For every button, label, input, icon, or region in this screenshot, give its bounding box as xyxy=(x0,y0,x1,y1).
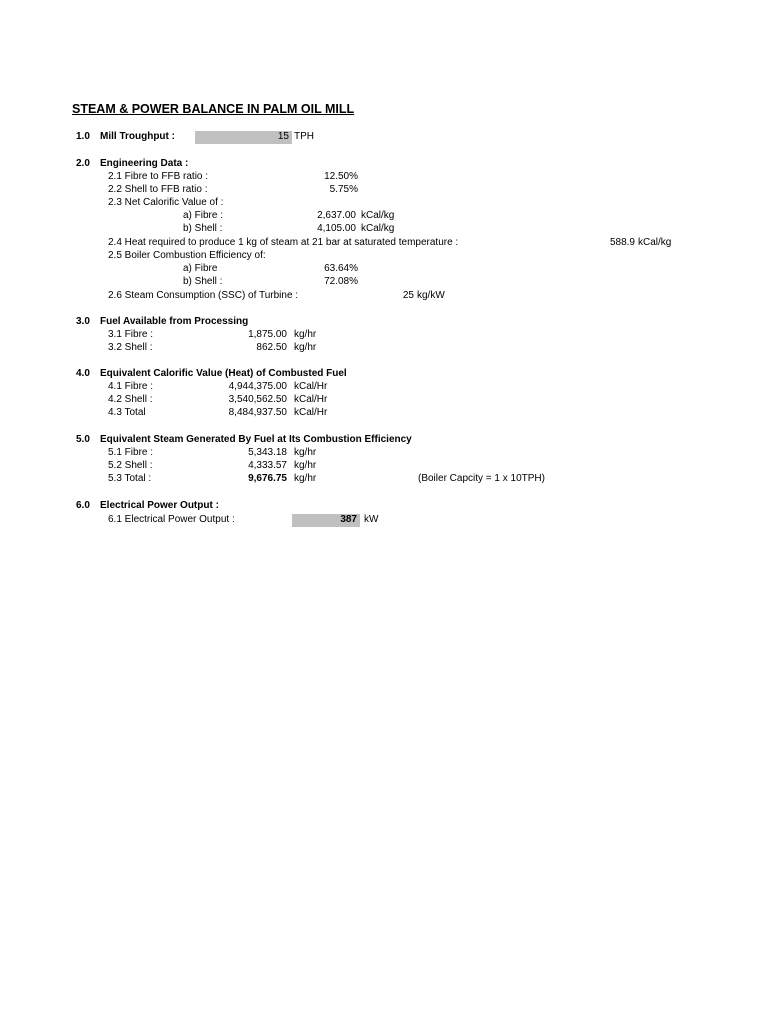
net-calorific-label: 2.3 Net Calorific Value of : xyxy=(108,197,224,208)
fuel-fibre-value: 1,875.00 xyxy=(248,329,287,340)
fuel-shell-value: 862.50 xyxy=(256,342,287,353)
heat-shell-label: 4.2 Shell : xyxy=(108,394,153,405)
fuel-fibre-label: 3.1 Fibre : xyxy=(108,329,154,340)
heat-fibre-unit: kCal/Hr xyxy=(294,381,328,392)
eff-shell-label: b) Shell : xyxy=(183,276,223,287)
heat-fibre-value: 4,944,375.00 xyxy=(228,381,287,392)
steam-fibre-value: 5,343.18 xyxy=(248,447,287,458)
section-2-label: Engineering Data : xyxy=(100,158,189,169)
steam-shell-value: 4,333.57 xyxy=(248,460,287,471)
fuel-shell-unit: kg/hr xyxy=(294,342,317,353)
section-6-label: Electrical Power Output : xyxy=(100,500,219,511)
section-5-number: 5.0 xyxy=(76,434,90,445)
power-output-label: 6.1 Electrical Power Output : xyxy=(108,514,235,525)
steam-fibre-label: 5.1 Fibre : xyxy=(108,447,154,458)
power-output-value: 387 xyxy=(340,514,357,525)
ncv-shell-unit: kCal/kg xyxy=(361,223,395,234)
steam-total-value: 9,676.75 xyxy=(248,473,287,484)
fibre-ffb-ratio-label: 2.1 Fibre to FFB ratio : xyxy=(108,171,209,182)
section-4-number: 4.0 xyxy=(76,368,90,379)
heat-total-value: 8,484,937.50 xyxy=(228,407,287,418)
section-1-label: Mill Troughput : xyxy=(100,131,175,142)
power-output-unit: kW xyxy=(364,514,379,525)
eff-fibre-value: 63.64% xyxy=(324,263,358,274)
heat-required-label: 2.4 Heat required to produce 1 kg of steam at 21 bar at saturated temperature : xyxy=(108,237,459,248)
boiler-efficiency-label: 2.5 Boiler Combustion Efficiency of: xyxy=(108,250,266,261)
section-3-label: Fuel Available from Processing xyxy=(100,316,249,327)
fibre-ffb-ratio-value: 12.50% xyxy=(324,171,358,182)
eff-shell-value: 72.08% xyxy=(324,276,358,287)
heat-shell-unit: kCal/Hr xyxy=(294,394,328,405)
steam-consumption-unit: kg/kW xyxy=(417,290,445,301)
steam-shell-label: 5.2 Shell : xyxy=(108,460,153,471)
ncv-fibre-label: a) Fibre : xyxy=(183,210,224,221)
ncv-fibre-unit: kCal/kg xyxy=(361,210,395,221)
fuel-fibre-unit: kg/hr xyxy=(294,329,317,340)
heat-shell-value: 3,540,562.50 xyxy=(228,394,287,405)
heat-required-value: 588.9 xyxy=(609,237,635,248)
section-4-label: Equivalent Calorific Value (Heat) of Combusted Fuel xyxy=(100,368,347,379)
boiler-capacity-note: (Boiler Capcity = 1 x 10TPH) xyxy=(418,473,545,484)
steam-fibre-unit: kg/hr xyxy=(294,447,317,458)
mill-throughput-value: 15 xyxy=(277,131,289,142)
section-3-number: 3.0 xyxy=(76,316,90,327)
mill-throughput-unit: TPH xyxy=(294,131,314,142)
ncv-shell-value: 4,105.00 xyxy=(317,223,356,234)
page-title: STEAM & POWER BALANCE IN PALM OIL MILL xyxy=(72,102,355,116)
section-6-number: 6.0 xyxy=(76,500,90,511)
heat-total-unit: kCal/Hr xyxy=(294,407,328,418)
fuel-shell-label: 3.2 Shell : xyxy=(108,342,153,353)
shell-ffb-ratio-label: 2.2 Shell to FFB ratio : xyxy=(108,184,208,195)
steam-total-unit: kg/hr xyxy=(294,473,317,484)
heat-total-label: 4.3 Total xyxy=(108,407,146,418)
ncv-shell-label: b) Shell : xyxy=(183,223,223,234)
steam-consumption-value: 25 xyxy=(402,290,414,301)
section-1-number: 1.0 xyxy=(76,131,90,142)
section-2-number: 2.0 xyxy=(76,158,90,169)
ncv-fibre-value: 2,637.00 xyxy=(317,210,356,221)
heat-fibre-label: 4.1 Fibre : xyxy=(108,381,154,392)
eff-fibre-label: a) Fibre xyxy=(183,263,218,274)
steam-shell-unit: kg/hr xyxy=(294,460,317,471)
heat-required-unit: kCal/kg xyxy=(638,237,672,248)
steam-total-label: 5.3 Total : xyxy=(108,473,152,484)
shell-ffb-ratio-value: 5.75% xyxy=(329,184,358,195)
section-5-label: Equivalent Steam Generated By Fuel at Its Combustion Efficiency xyxy=(100,434,412,445)
steam-consumption-label: 2.6 Steam Consumption (SSC) of Turbine : xyxy=(108,290,299,301)
